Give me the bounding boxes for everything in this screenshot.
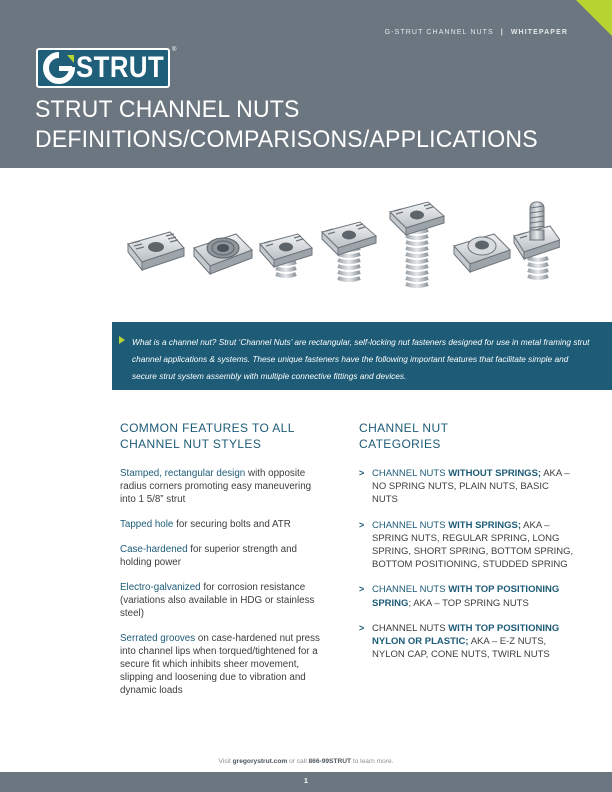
category-name: WITH TOP POSITIONING NYLON OR PLASTIC; <box>372 622 560 648</box>
registered-mark: ® <box>172 47 177 53</box>
caret-icon: > <box>359 468 365 478</box>
plain-nut-image <box>128 232 184 270</box>
caret-icon: > <box>359 622 365 633</box>
doc-tag-title: G-STRUT CHANNEL NUTS <box>384 29 494 36</box>
features-heading-line-1: COMMON FEATURES TO ALL <box>120 421 295 435</box>
feature-text: with opposite radius corners promoting easy maneuvering into 1 5/8” strut <box>120 468 312 505</box>
feature-text: for superior strength and holding power <box>120 544 298 568</box>
regular-spring-nut-image <box>322 222 376 280</box>
feature-item <box>120 467 328 506</box>
features-heading-line-2: CHANNEL NUT STYLES <box>120 437 262 451</box>
category-aka: ; AKA – TOP SPRING NUTS <box>408 597 529 609</box>
categories-heading-line-2: CATEGORIES <box>359 437 441 451</box>
feature-highlight: Serrated grooves <box>120 633 196 644</box>
category-aka: AKA – SPRING NUTS, REGULAR SPRING, LONG SPRING, SHORT SPRING, BOTTOM SPRING, BOTTOM POSITIONING, STUDDED SPRING <box>372 519 574 571</box>
short-spring-nut-image <box>260 234 312 276</box>
footer-learn: to learn more. <box>351 758 394 765</box>
feature-item <box>120 543 328 569</box>
category-name: WITH TOP POSITIONING SPRING <box>372 584 560 609</box>
logo-wordmark: STRUT <box>76 51 165 84</box>
feature-text: for corrosion resistance (variations also available in HDG or stainless steel) <box>120 582 315 619</box>
category-aka: AKA – NO SPRING NUTS, PLAIN NUTS, BASIC NUTS <box>372 468 570 506</box>
categories-column <box>359 420 577 673</box>
category-prefix: CHANNEL NUTS <box>372 584 449 596</box>
feature-highlight: Case-hardened <box>120 544 188 555</box>
studded-spring-nut-image <box>514 202 560 278</box>
footer-visit: Visit <box>218 758 233 765</box>
long-spring-nut-image <box>390 202 444 286</box>
categories-heading-line-1: CHANNEL NUT <box>359 421 449 435</box>
category-item <box>359 467 577 507</box>
feature-item <box>120 518 328 531</box>
document-tag <box>385 29 568 36</box>
category-name: WITHOUT SPRINGS; <box>448 468 542 479</box>
corner-accent <box>576 0 612 36</box>
features-heading <box>120 420 328 452</box>
feature-highlight: Tapped hole <box>120 519 174 530</box>
category-item <box>359 583 577 609</box>
category-item <box>359 622 577 662</box>
page-number: 1 <box>304 778 308 785</box>
website-link[interactable]: gregorystrut.com <box>232 758 288 765</box>
intro-text: What is a channel nut? Strut ‘Channel Nuts’ are rectangular, self-locking nut fasteners designed for use in metal framing strut channel applications & systems. These unique fasteners have the following important features that facilitate simple and secure strut system assembly with multiple connective fittings and devices. <box>132 337 590 381</box>
doc-tag-type: WHITEPAPER <box>510 29 568 36</box>
channel-nuts-illustration <box>120 196 560 296</box>
gstrut-logo <box>36 48 170 88</box>
category-name: WITH SPRINGS; <box>448 519 522 531</box>
category-item <box>359 519 577 572</box>
intro-arrow-icon <box>119 336 125 344</box>
doc-tag-separator: | <box>500 29 504 36</box>
nylon-cap-nut-image <box>194 234 252 274</box>
feature-text: on case-hardened nut press into channel lips when torqued/tightened for a secure fit which inhibits sheer movement, slipping and loosening due to vibration and dynamic loads <box>120 633 320 696</box>
category-prefix: CHANNEL NUTS <box>372 519 449 531</box>
feature-item <box>120 632 328 697</box>
feature-item <box>120 581 328 620</box>
caret-icon: > <box>359 519 365 530</box>
title-line-2: DEFINITIONS/COMPARISONS/APPLICATIONS <box>35 126 538 153</box>
footer-contact <box>0 758 612 765</box>
category-prefix: CHANNEL NUTS <box>372 468 449 479</box>
intro-callout <box>112 322 612 390</box>
feature-text: for securing bolts and ATR <box>173 519 291 530</box>
g-mark-icon <box>43 52 75 84</box>
feature-highlight: Electro-galvanized <box>120 582 201 593</box>
category-aka: AKA – E-Z NUTS, NYLON CAP, CONE NUTS, TWIRL NUTS <box>372 636 550 661</box>
page-number-bar <box>0 772 612 792</box>
header-band <box>0 0 612 168</box>
category-prefix: CHANNEL NUTS <box>372 622 449 634</box>
phone-number[interactable]: 866-99STRUT <box>308 758 352 765</box>
title-line-1: STRUT CHANNEL NUTS <box>35 96 300 123</box>
features-column <box>120 420 328 709</box>
categories-heading <box>359 420 577 452</box>
feature-highlight: Stamped, rectangular design <box>120 468 246 479</box>
cone-nut-image <box>454 234 510 272</box>
page-title <box>35 95 559 155</box>
footer-or-call: or call <box>287 758 309 765</box>
caret-icon: > <box>359 584 365 595</box>
